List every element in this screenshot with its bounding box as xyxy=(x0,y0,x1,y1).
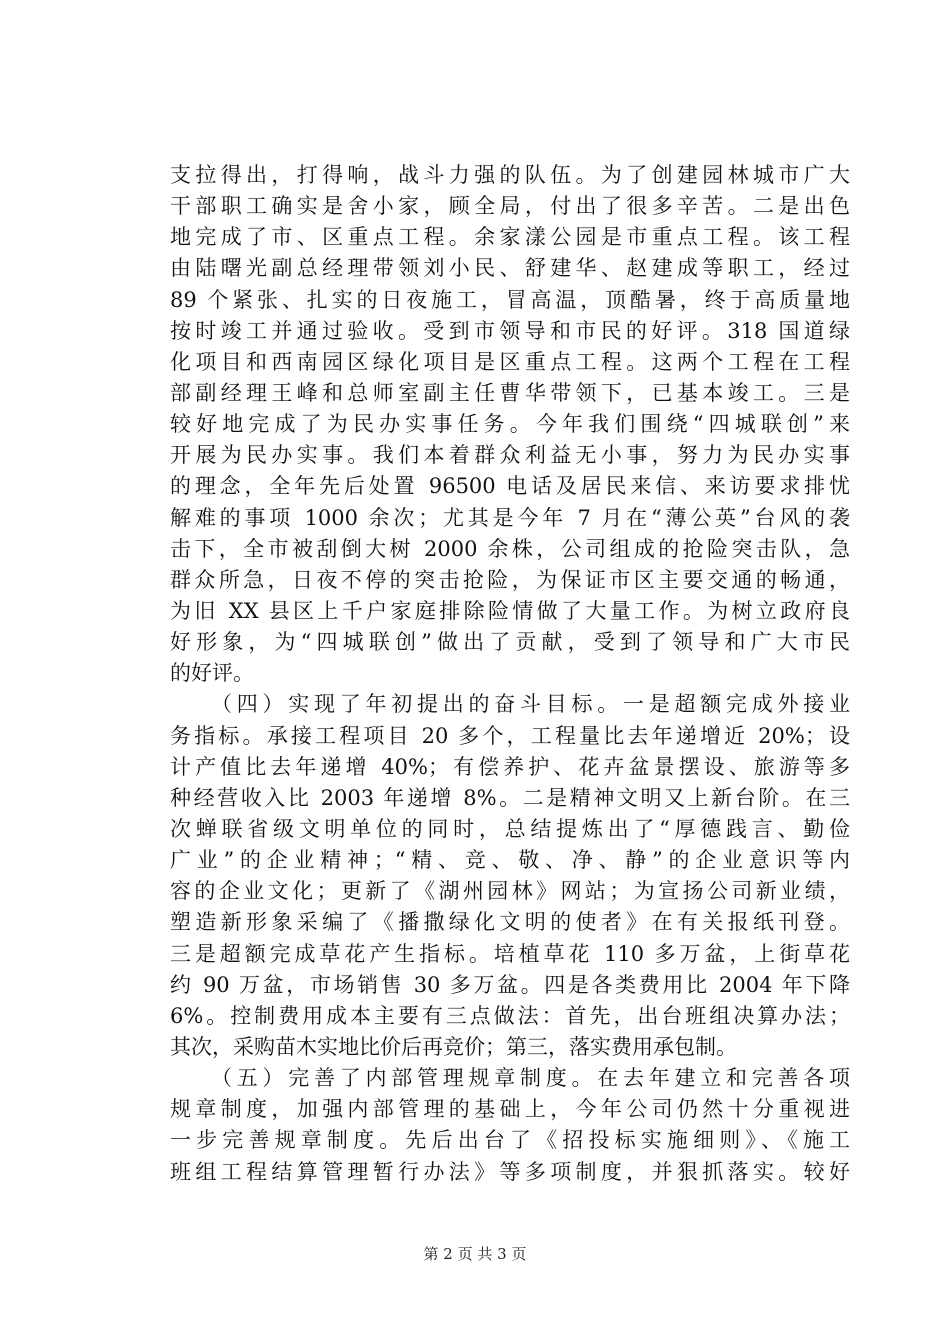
text-line: （五）完善了内部管理规章制度。在去年建立和完善各项 xyxy=(170,1066,850,1091)
text-line: 击下，全市被刮倒大树 2000 余株，公司组成的抢险突击队，急 xyxy=(170,536,850,561)
text-line: 干部职工确实是舍小家，顾全局，付出了很多辛苦。二是出色 xyxy=(170,194,850,219)
text-line: 6%。控制费用成本主要有三点做法：首先，出台班组决算办法； xyxy=(170,1003,850,1028)
text-line: 班组工程结算管理暂行办法》等多项制度，并狠抓落实。较好 xyxy=(170,1159,850,1184)
text-line: 按时竣工并通过验收。受到市领导和市民的好评。318 国道绿 xyxy=(170,318,850,343)
text-line: 的好评。 xyxy=(170,661,254,686)
text-line: 地完成了市、区重点工程。余家漾公园是市重点工程。该工程 xyxy=(170,225,850,250)
text-line: 种经营收入比 2003 年递增 8%。二是精神文明又上新台阶。在三 xyxy=(170,785,850,810)
text-line: 务指标。承接工程项目 20 多个，工程量比去年递增近 20%；设 xyxy=(170,723,850,748)
text-line: 广业”的企业精神；“精、竞、敬、净、静”的企业意识等内 xyxy=(170,848,850,873)
text-line: 其次，采购苗木实地比价后再竞价；第三，落实费用承包制。 xyxy=(170,1034,737,1059)
text-line: 支拉得出，打得响，战斗力强的队伍。为了创建园林城市广大 xyxy=(170,163,850,187)
text-line: 规章制度，加强内部管理的基础上，今年公司仍然十分重视进 xyxy=(170,1097,850,1122)
text-line: 89 个紧张、扎实的日夜施工，冒高温，顶酷暑，终于高质量地 xyxy=(170,287,850,312)
text-line: 的理念，全年先后处置 96500 电话及居民来信、来访要求排忧 xyxy=(170,474,850,499)
document-body xyxy=(170,160,850,1188)
text-line: （四）实现了年初提出的奋斗目标。一是超额完成外接业 xyxy=(170,692,850,717)
text-line: 为旧 XX 县区上千户家庭排除险情做了大量工作。为树立政府良 xyxy=(170,598,850,623)
text-line: 开展为民办实事。我们本着群众利益无小事，努力为民办实事 xyxy=(170,443,850,468)
text-line: 约 90 万盆，市场销售 30 多万盆。四是各类费用比 2004 年下降 xyxy=(170,972,850,997)
text-line: 部副经理王峰和总师室副主任曹华带领下，已基本竣工。三是 xyxy=(170,380,850,405)
text-line: 容的企业文化；更新了《湖州园林》网站；为宣扬公司新业绩， xyxy=(170,879,850,904)
text-line: 解难的事项 1000 余次；尤其是今年 7 月在“薄公英”台风的袭 xyxy=(170,505,850,530)
text-line: 化项目和西南园区绿化项目是区重点工程。这两个工程在工程 xyxy=(170,349,850,374)
text-line: 群众所急，日夜不停的突击抢险，为保证市区主要交通的畅通， xyxy=(170,567,850,592)
text-line: 较好地完成了为民办实事任务。今年我们围绕“四城联创”来 xyxy=(170,412,850,437)
page-footer: 第 2 页 共 3 页 xyxy=(423,1245,527,1263)
text-line: 计产值比去年递增 40%；有偿养护、花卉盆景摆设、旅游等多 xyxy=(170,754,850,779)
text-line: 由陆曙光副总经理带领刘小民、舒建华、赵建成等职工，经过 xyxy=(170,256,850,281)
text-line: 塑造新形象采编了《播撒绿化文明的使者》在有关报纸刊登。 xyxy=(170,910,850,935)
text-line: 三是超额完成草花产生指标。培植草花 110 多万盆，上街草花 xyxy=(170,941,850,966)
text-line: 次蝉联省级文明单位的同时，总结提炼出了“厚德践言、勤俭 xyxy=(170,816,850,841)
text-line: 一步完善规章制度。先后出台了《招投标实施细则》、《施工 xyxy=(170,1128,850,1153)
text-line: 好形象，为“四城联创”做出了贡献，受到了领导和广大市民 xyxy=(170,630,850,655)
